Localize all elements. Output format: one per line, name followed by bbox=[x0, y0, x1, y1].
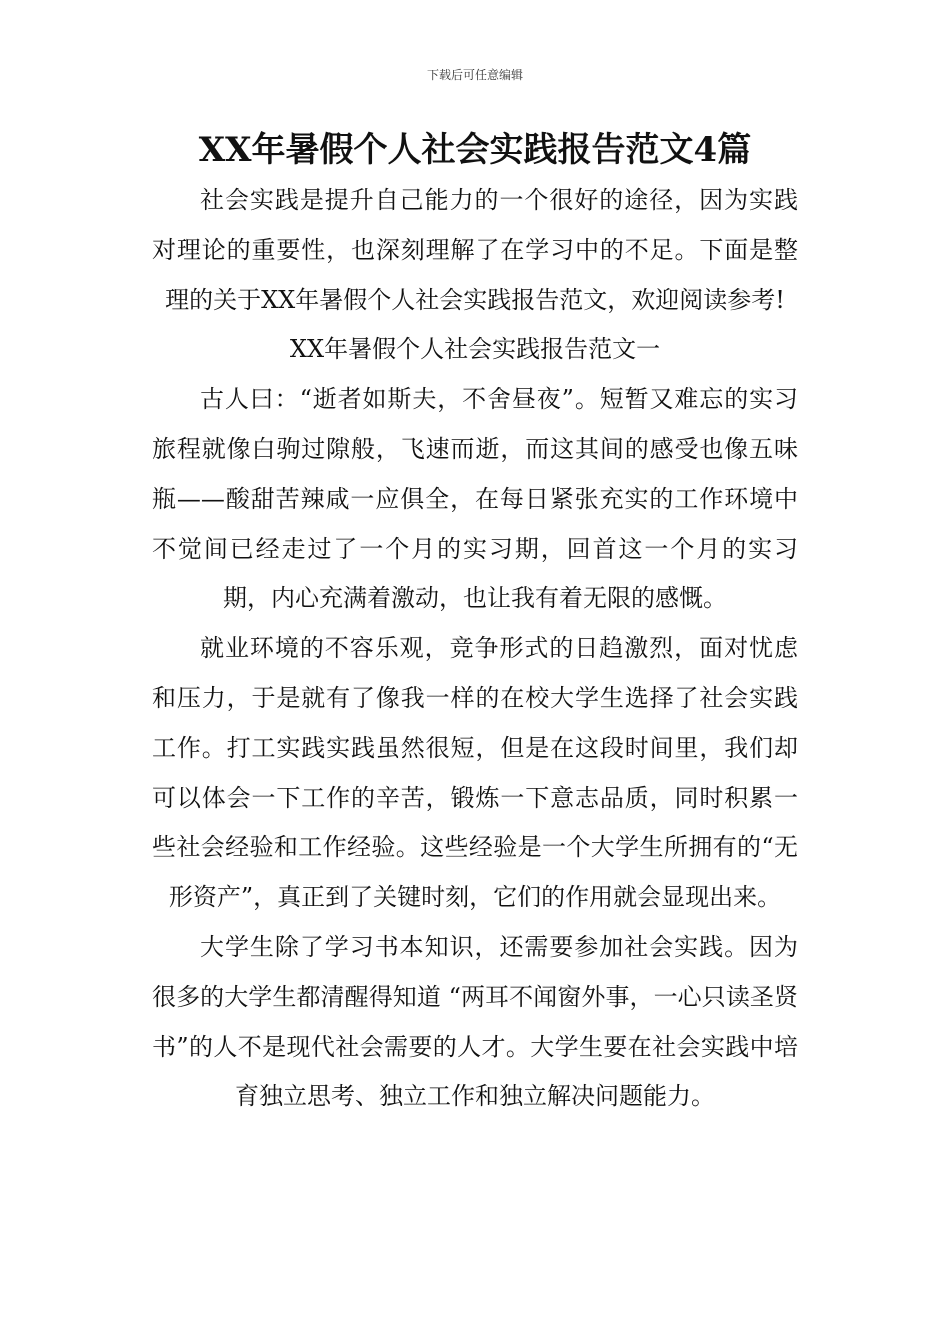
body-paragraph-3: 大学生除了学习书本知识，还需要参加社会实践。因为很多的大学生都清醒得知道 “两耳不闻窗外事，一心只读圣贤书”的人不是现代社会需要的人才。大学生要在社会实践中培育独立思考、独立工作和独立解决问题能力。 bbox=[152, 932, 798, 1111]
section-heading: XX年暑假个人社会实践报告范文一 bbox=[289, 335, 661, 364]
document-title: XX年暑假个人社会实践报告范文4篇 bbox=[198, 130, 752, 170]
document-body bbox=[152, 176, 798, 1122]
header-note: 下载后可任意编辑 bbox=[426, 68, 523, 82]
intro-paragraph: 社会实践是提升自己能力的一个很好的途径，因为实践对理论的重要性，也深刻理解了在学习中的不足。下面是整理的关于XX年暑假个人社会实践报告范文，欢迎阅读参考! bbox=[152, 186, 798, 314]
body-paragraph-2: 就业环境的不容乐观，竞争形式的日趋激烈，面对忧虑和压力，于是就有了像我一样的在校大学生选择了社会实践工作。打工实践实践虽然很短，但是在这段时间里，我们却可以体会一下工作的辛苦，锻炼一下意志品质，同时积累一些社会经验和工作经验。这些经验是一个大学生所拥有的“无形资产”，真正到了关键时刻，它们的作用就会显现出来。 bbox=[152, 634, 798, 912]
body-paragraph-1: 古人曰：“逝者如斯夫，不舍昼夜”。短暂又难忘的实习旅程就像白驹过隙般，飞速而逝，而这其间的感受也像五味瓶——酸甜苦辣咸一应俱全，在每日紧张充实的工作环境中不觉间已经走过了一个月的实习期，回首这一个月的实习期，内心充满着激动，也让我有着无限的感慨。 bbox=[152, 385, 798, 613]
